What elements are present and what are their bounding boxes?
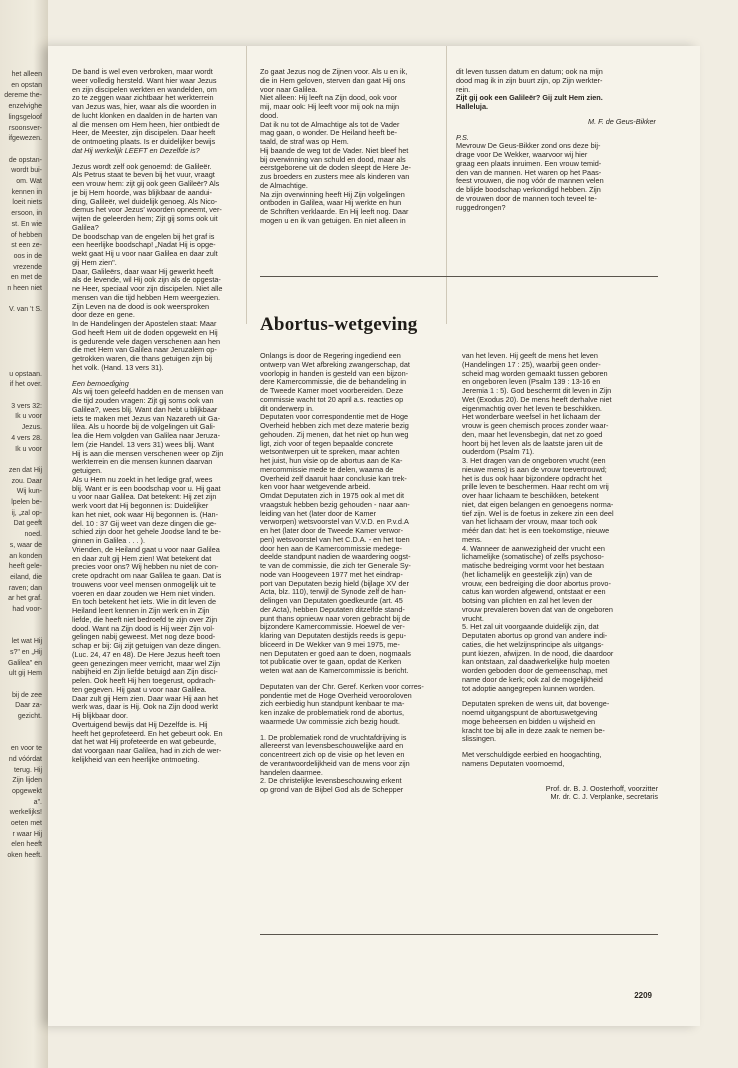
text-line: delingen van Deputaten goedkeurde (art. 45 xyxy=(260,596,403,605)
edge-text-fragment: ar het graf. xyxy=(8,595,42,603)
text-line: voeren en daar zouden we Hem niet vinden. xyxy=(72,588,216,598)
text-line: bij overwinning van schuld en dood, maar als xyxy=(260,154,406,164)
text-line: het is dus ook haar bijzondere opdracht het xyxy=(462,473,602,483)
edge-text-fragment: nd vóórdat xyxy=(8,755,42,763)
text-line: getuigen. xyxy=(72,466,103,475)
text-line: kan het niet, ook waar Hij begonnen is. (Han- xyxy=(72,509,219,519)
edge-text-fragment: eiland, die xyxy=(10,573,42,581)
text-line: de blijde boodschap verkondigd hebben. Zijn xyxy=(456,185,601,194)
edge-text-fragment: zou. Daar xyxy=(11,477,42,485)
text-line: dood mag ik in zijn buurt zijn, op Zijn werkter- xyxy=(456,75,603,85)
text-line: name door de kerk; ook zal de mogelijkheid xyxy=(462,674,603,684)
text-line: blij. Want er is een boodschap voor u. Hij gaat xyxy=(72,483,221,493)
text-line: die in Hem geloven, sterven dan gaat Hij ons xyxy=(260,75,406,85)
edge-text-fragment: Wij kun- xyxy=(16,488,42,496)
text-line: taald, de straf was op Hem. xyxy=(260,137,349,146)
text-line: van het lichaam der vrouw, maar toch ook xyxy=(462,517,598,527)
edge-text-fragment: st. En wie xyxy=(11,220,42,228)
text-line: ken inzake de problematiek rond de abortus, xyxy=(260,708,404,717)
text-line: allereerst van levensbeschouwelijke aard en xyxy=(260,741,404,751)
text-line: weten wat aan de Kamercommissie is bericht. xyxy=(260,666,409,675)
text-line: bliceerd in De Wekker van 9 mei 1975, me- xyxy=(260,639,400,649)
text-line: namens Deputaten voornoemd, xyxy=(462,758,565,768)
text-line: wetsontwerpen uit te spreken, maar achten xyxy=(260,447,400,457)
text-line: (het lichamelijk en geestelijk zijn) van de xyxy=(462,569,593,579)
text-line: over haar lichaam te beschikken, betekent xyxy=(462,491,599,500)
text-line: del. 10 : 37 Gij weet van deze dingen die ge- xyxy=(72,518,217,528)
text-line: ginnen in Galilea . . . ). xyxy=(72,536,146,545)
signature-secretary: Mr. dr. C. J. Verplanke, secretaris xyxy=(550,792,658,802)
text-line: Een bemoediging xyxy=(72,378,129,388)
text-line: punt thans opnieuw naar voren gebracht bij de xyxy=(260,613,411,623)
text-line: zo te zeggen waar zichtbaar het werkterrein xyxy=(72,93,214,103)
text-line: De boodschap van de engelen bij het graf is xyxy=(72,231,215,241)
text-line: crete opdracht om naar Galilea te gaan. Dat is xyxy=(72,571,222,580)
edge-text-fragment: had voor- xyxy=(12,606,42,613)
text-line: nabijheid en Zijn liefde betuigd aan Zijn disci- xyxy=(72,667,218,677)
text-line: wekt gaat Hij u voor naar Galilea en daar zult xyxy=(72,249,218,258)
text-line: En toch betekent het iets. Wie in dit leven de xyxy=(72,597,216,607)
text-line: een vrouw hem: zijt gij ook geen Galileër? Als xyxy=(72,179,220,188)
text-line: matische bedreiging vormt voor het bestaan xyxy=(462,561,604,570)
text-line: niet, dat eigen belangen en genoegens norma- xyxy=(462,499,614,509)
text-line: pondentie met de Hoge Overheid verooroloven xyxy=(260,690,412,700)
edge-text-fragment: ersoon, in xyxy=(11,210,42,218)
top-divider-rule xyxy=(260,276,658,277)
meditation-column-3 xyxy=(456,68,656,368)
article-column-2 xyxy=(462,352,658,912)
edge-text-fragment: bij de zee xyxy=(12,691,42,699)
text-line: concentreert zich op de visie op het leven en xyxy=(260,750,405,759)
text-line: door deze en gene. xyxy=(72,310,135,320)
edge-text-fragment: s, waar de xyxy=(9,541,42,549)
text-line: Deputaten voor correspondentie met de Hoge xyxy=(260,412,409,422)
edge-text-fragment: opgewekt xyxy=(12,787,42,795)
text-line: Vrienden, de Heiland gaat u voor naar Galilea xyxy=(72,544,220,554)
text-line: Zo gaat Jezus nog de Zijnen voor. Als u en ik, xyxy=(260,68,408,76)
page-number: 2209 xyxy=(634,991,652,1000)
text-line: mens. xyxy=(462,534,482,544)
text-line: dit onderwerp in. xyxy=(260,403,314,413)
text-line: weer volledig hersteld. Want hier waar Jezus xyxy=(72,75,217,85)
text-line: punt kiezen, afwijzen. In de nood, die daardoor xyxy=(462,648,614,658)
text-line: werk voort dat Hij begonnen is: Duidelijker xyxy=(72,501,209,510)
edge-text-fragment: Dat geeft xyxy=(13,520,42,528)
text-line: ding, Galileër, wel duidelijk genoeg. Als Nico- xyxy=(72,196,218,206)
text-line: ligt, zich voor of tegen bepaalde concrete xyxy=(260,438,394,448)
text-line: en daar zult gij Hem zien! Wat betekent dat xyxy=(72,553,212,563)
text-line: door hen aan de Kamercommissie medege- xyxy=(260,543,402,553)
text-line: Zijn Leven na de dood is ook weersproken xyxy=(72,301,210,311)
text-line: lichamelijke (somatische) of zelfs psychoso- xyxy=(462,552,604,562)
text-line: zich eerbiedig hun standpunt kenbaar te ma- xyxy=(260,699,405,709)
text-line: mogen u en ik van getuigen. En niet alleen in xyxy=(260,215,406,225)
text-line: leiding van het (later door de Kamer xyxy=(260,508,377,518)
text-line: werkterrein en die mensen kunnen daarvan xyxy=(72,457,213,467)
text-line: Heer, de Meester, zijn discipelen. Daar heeft xyxy=(72,128,216,138)
text-line: die met Hem van Galilea naar Jeruzalem op- xyxy=(72,345,217,355)
text-line: tief zijn. Wel is de foetus in zekere zin een deel xyxy=(462,508,614,518)
text-line: ten gegeven. Hij gaat u voor naar Galilea. xyxy=(72,684,207,694)
edge-text-fragment: lingsgeloof xyxy=(8,113,42,121)
author-signature: M. F. de Geus-Bikker xyxy=(588,116,656,126)
text-line: Heiland leert kennen in Zijn werk en in Zijn xyxy=(72,606,210,615)
text-line: botsing van plichten en zal het leven der xyxy=(462,596,593,605)
text-line: Acta, blz. 110), terwijl de Synode zelf de han- xyxy=(260,587,406,597)
edge-text-fragment: if het over. xyxy=(9,381,42,389)
text-line: ruggedrongen? xyxy=(456,202,506,212)
text-line: klaring van Deputaten destijds reeds is gepu- xyxy=(260,631,407,640)
text-line: kelijkheid van een heerlijke ontmoeting. xyxy=(72,754,200,764)
edge-text-fragment: ifgewezen. xyxy=(8,135,42,143)
text-line: lilea. Als u hoorde bij de volgelingen uit Gali- xyxy=(72,422,216,432)
edge-text-fragment: en voor te xyxy=(10,745,42,753)
text-line: werk was, daar is Hij. Ook na Zijn dood werkt xyxy=(72,702,218,712)
text-line: je bij Hem hoorde, was blijkbaar de aandui- xyxy=(72,187,212,197)
text-line: nieuwe mens) is aan de vrouw toevertrouwd; xyxy=(462,464,607,474)
text-line: dood. Want na Zijn dood is Hij weer Zijn vol- xyxy=(72,623,215,633)
edge-text-fragment: noed. xyxy=(24,531,42,539)
text-line: vraagstuk hebben bezig gehouden - naar aan- xyxy=(260,499,410,509)
text-line: port van Deputaten bezig hield (bijlage XV der xyxy=(260,578,409,588)
text-line: van Jezus was, hier, waar als die woorden in xyxy=(72,102,217,111)
edge-text-fragment: V. van 't S. xyxy=(9,306,42,314)
text-line: pelen. Ook heeft Hij hen toegerust, opdrach- xyxy=(72,676,216,685)
edge-text-fragment: enzelvighe xyxy=(8,103,42,111)
text-line: Overtuigend bewijs dat Hij Dezelfde is. Hij xyxy=(72,719,208,729)
text-line: als de levende, wil Hij ook zijn als de opgesta- xyxy=(72,275,221,285)
text-line: Deputaten abortus op grond van andere indi- xyxy=(462,631,608,640)
text-line: dere Kamercommissie, die de behandeling in xyxy=(260,377,407,387)
text-line: Als u Hem nu zoekt in het ledige graf, wees xyxy=(72,474,213,484)
text-line: Dat ik nu tot de Almachtige als tot de Vader xyxy=(260,119,400,129)
text-line: kracht toe bij alle in deze zaak te nemen be- xyxy=(462,725,605,735)
text-line: het juist, hun visie op de abortus aan de Ka- xyxy=(260,456,403,465)
text-line: tot publicatie over te gaan, opdat de Kerken xyxy=(260,657,402,667)
text-line: iets te maken met Jezus van Nazareth uit Ga- xyxy=(72,413,221,423)
text-line: de Tweede Kamer moet voorbereiden. Deze xyxy=(260,386,404,395)
text-line: Daar, Galileërs, daar waar Hij gewerkt heeft xyxy=(72,266,214,276)
edge-text-fragment: het alleen xyxy=(11,71,42,78)
edge-text-fragment: wordt bui- xyxy=(11,167,42,175)
edge-text-fragment: Jezus. xyxy=(21,424,42,432)
text-line: een heerlijke boodschap! „Nadat Hij is opge- xyxy=(72,240,216,250)
text-line: eerstgeborene uit de doden sleept de Here Je- xyxy=(260,163,411,173)
text-line: slissingen. xyxy=(462,734,497,744)
text-line: vrouw prevaleren boven dat van de ongeboren xyxy=(462,604,613,614)
text-line: den, maar het levensbegin, dat net zo goed xyxy=(462,429,603,439)
text-line: vrouw is geen chemisch proces zonder waar- xyxy=(462,421,609,430)
text-line: precies voor ons? Wij hebben nu niet de con- xyxy=(72,562,219,572)
edge-text-fragment: u opstaan. xyxy=(9,370,42,378)
text-line: 5. Het zal uit voorgaande duidelijk zijn, dat xyxy=(462,622,599,632)
text-line: wijten de geleerden hem; Zijt gij soms ook uit xyxy=(72,214,218,223)
edge-text-fragment: s?" en „Hij xyxy=(9,648,42,656)
text-line: voorlopig in handen is gesteld van een bijzon- xyxy=(260,368,409,378)
text-line: Galilea? xyxy=(72,222,99,232)
text-line: 1. De problematiek rond de vruchtafdrijving is xyxy=(260,732,407,742)
edge-text-fragment: en met de xyxy=(10,274,42,282)
text-line: Jeremia 1 : 5). God beschermt dit leven in Zijn xyxy=(462,386,612,395)
text-line: lea die Hem volgden van Galilea naar Jeruza- xyxy=(72,431,221,440)
text-line: Overheid zelf daaruit haar conclusie kan trek- xyxy=(260,473,407,483)
text-line: tot adoptie aangegrepen kunnen worden. xyxy=(462,683,596,693)
edge-text-fragment: 3 vers 32: xyxy=(11,402,42,410)
text-line: dat Hij werkelijk LEEFT en Dezelfde is? xyxy=(72,145,200,155)
text-line: drage voor De Wekker, waarvoor wij hier xyxy=(456,150,588,159)
edge-text-fragment: Daar za- xyxy=(15,702,42,710)
edge-text-fragment: werkelijks! xyxy=(9,809,42,817)
meditation-column-1 xyxy=(72,68,242,888)
edge-text-fragment: rsoonsver- xyxy=(8,124,42,132)
text-line: vrucht. xyxy=(462,613,484,623)
text-line: Halleluja. xyxy=(456,102,489,111)
text-line: worden geboden door de gemeenschap, met xyxy=(462,666,608,675)
text-line: dat het wat Hij profeteerde en wat gebeurde, xyxy=(72,737,217,747)
edge-text-fragment: oos in de xyxy=(13,252,42,260)
text-line: pen) wetsvoorstel van het C.D.A. - en het toen xyxy=(260,534,410,544)
article-headline: Abortus-wetgeving xyxy=(260,314,418,335)
text-line: Mevrouw De Geus-Bikker zond ons deze bij- xyxy=(456,141,601,151)
signature-chair: Prof. dr. B. J. Oosterhoff, voorzitter xyxy=(545,783,658,793)
text-line: eigenmachtig over het leven te beschikken. xyxy=(462,403,602,413)
text-line: Hij blijkbaar door. xyxy=(72,711,128,720)
column-divider xyxy=(246,46,247,324)
edge-text-fragment: of hebben xyxy=(10,231,42,239)
edge-text-fragment: n heen niet xyxy=(7,285,42,292)
text-line: caties, die het welzijnsprincipe als uitgangs- xyxy=(462,639,604,649)
text-line: De band is wel even verbroken, maar wordt xyxy=(72,68,213,76)
edge-text-fragment: r waar Hij xyxy=(12,830,42,838)
text-line: kan ontstaan, zal daadwerkelijke hulp moeten xyxy=(462,657,610,667)
text-line: Onlangs is door de Regering ingediend een xyxy=(260,352,401,360)
text-line: en het (later door de Tweede Kamer verwor- xyxy=(260,526,404,535)
text-line: het volk. (Hand. 13 vers 31). xyxy=(72,362,164,372)
text-line: Deputaten spreken de wens uit, dat bovenge- xyxy=(462,699,610,709)
text-line: ken voor haar wetgevende arbeid. xyxy=(260,482,371,492)
article-column-1 xyxy=(260,352,456,912)
text-line: Na zijn overwinning heeft Hij Zijn volgelingen xyxy=(260,189,405,199)
text-line: In de Handelingen der Apostelen staat: Maar xyxy=(72,319,217,328)
text-line: 2. De christelijke levensbeschouwing erkent xyxy=(260,776,402,786)
text-line: en ongeboren leven (Psalm 139 : 13-16 en xyxy=(462,377,601,387)
text-line: bijzondere Kamercommissie. Hoewel de ver- xyxy=(260,622,405,632)
text-line: (Luc. 24, 47 en 48). De Here Jezus heeft toen xyxy=(72,649,221,659)
text-line: de Almachtige. xyxy=(260,180,308,190)
text-line: de Schriften verklaarde. En Hij leeft nog. Daar xyxy=(260,207,409,216)
text-line: lem (zie Handel. 13 vers 31) wees blij. Want xyxy=(72,439,215,449)
text-line: Omdat Deputaten zich in 1975 ook al met dit xyxy=(260,491,404,500)
edge-text-fragment: de opstan- xyxy=(8,156,42,164)
text-line: Als wij toen geleefd hadden en de mensen van xyxy=(72,387,224,397)
text-line: ontboden in Galilea, waar Hij werkte en hun xyxy=(260,198,402,208)
previous-page-edge xyxy=(0,0,48,1068)
edge-text-fragment: zen dat Hij xyxy=(8,466,42,474)
edge-text-fragment: let wat Hij xyxy=(11,638,42,646)
text-line: is gedurende vele dagen verschenen aan hen xyxy=(72,336,221,346)
edge-text-fragment: oken heeft. xyxy=(7,852,42,860)
text-line: de verantwoordelijkheid van de mens voor zijn xyxy=(260,758,410,768)
text-line: nen Deputaten er goed aan te doen, nogmaals xyxy=(260,648,411,658)
edge-text-fragment: elen heeft xyxy=(11,841,42,849)
text-line: de ontmoeting plaats. Is er duidelijker bewijs xyxy=(72,137,216,146)
text-line: dood. xyxy=(260,110,279,120)
edge-text-fragment: lpelen be- xyxy=(11,499,42,506)
text-line: moge beheersen en bidden u wijsheid en xyxy=(462,716,596,726)
text-line: gelingen nabij geweest. Met nog deze bood- xyxy=(72,632,216,642)
text-line: schied zijn door het gehele Joodse land te be- xyxy=(72,527,221,537)
edge-text-fragment: Ik u voor xyxy=(15,413,42,421)
edge-text-fragment: oeten met xyxy=(10,820,42,827)
text-line: gehouden. Zij menen, dat het niet op hun weg xyxy=(260,429,409,439)
text-line: al die mensen om Hem heen, hier ontbiedt de xyxy=(72,119,220,129)
edge-text-fragment: en opstan xyxy=(11,81,42,89)
text-line: Jezus wordt zelf ook genoemd: de Galileër. xyxy=(72,161,212,171)
text-line: feest vrouwen, die nog vóór de mannen velen xyxy=(456,176,604,186)
ps-title: P.S. xyxy=(456,132,469,142)
text-line: ouderdom (Psalm 71). xyxy=(462,447,535,457)
edge-text-fragment: Ik u voor xyxy=(15,445,42,453)
text-line: Galilea?, wees blij. Want dan hebt u blijkbaar xyxy=(72,404,218,414)
text-line: der Acta), hebben Deputaten ditzelfde stand- xyxy=(260,604,405,614)
text-line: mij, maar ook: Hij leeft voor mij ook na mijn xyxy=(260,102,400,111)
text-line: Daar zult gij Hem zien. Daar waar Hij aan het xyxy=(72,693,218,703)
edge-text-fragment: an konden xyxy=(9,552,42,560)
text-line: 3. Het dragen van de ongeboren vrucht (een xyxy=(462,456,606,465)
edge-text-fragment: terug. Hij xyxy=(13,766,42,774)
edge-text-fragment: gezicht. xyxy=(17,713,42,720)
text-line: getrokken waren, die thans getuigen zijn bij xyxy=(72,354,212,363)
text-line: vrouw, een bedreiging die door abortus provo- xyxy=(462,578,611,588)
text-line: Het wonderbare weefsel in het lichaam der xyxy=(462,412,601,422)
text-line: trouwens voor veel mensen onmogelijk uit te xyxy=(72,579,216,589)
text-line: heeft het geprofeteerd. En het gebeurt ook. En xyxy=(72,728,223,738)
edge-text-fragment: raven; dan xyxy=(8,584,42,592)
edge-text-fragment: dereme the- xyxy=(4,92,42,100)
edge-text-fragment: ij, „zal op- xyxy=(11,509,42,517)
text-line: Wet (Exodus 20). De mens heeft derhalve niet xyxy=(462,394,612,404)
text-line: Niet alleen: Hij leeft na Zijn dood, ook voor xyxy=(260,93,398,103)
text-line: God heeft Hem uit de doden opgewekt en Hij xyxy=(72,327,218,337)
text-line: Zijt gij ook een Galileër? Gij zult Hem zien. xyxy=(456,93,603,103)
edge-text-fragment: 4 vers 28. xyxy=(11,434,42,442)
text-line: de lucht klonken en daalden in de harten van xyxy=(72,110,218,120)
text-line: ontwerp van Wet afbreking zwangerschap, dat xyxy=(260,359,410,369)
text-line: en zijn discipelen werkten en wandelden, om xyxy=(72,84,217,94)
edge-text-fragment: om. Wat xyxy=(16,178,42,185)
edge-text-fragment: a". xyxy=(33,798,42,806)
text-line: ne Heer, speciaal voor zijn discipelen. Niet alle xyxy=(72,284,223,293)
text-line: waarmede Uw commissie zich bezig houdt. xyxy=(260,716,400,726)
text-line: verworpen) wetsvoorstel van V.V.D. en P.v.d.A xyxy=(260,517,409,527)
edge-text-fragment: st een ze- xyxy=(11,242,42,250)
text-line: van het leven. Hij geeft de mens het leven xyxy=(462,352,598,360)
text-line: Als Petrus staat te beven bij het vuur, vraagt xyxy=(72,170,215,180)
edge-text-fragment: loeit niets xyxy=(12,199,42,207)
text-line: Met verschuldigde eerbied en hoogachting, xyxy=(462,750,602,759)
text-line: 4. Wanneer de aanwezigheid der vrucht een xyxy=(462,543,605,553)
text-line: deelde standpunt nadien de waardering oogst- xyxy=(260,552,411,562)
text-line: (Handelingen 17 : 25), waarbij geen onder- xyxy=(462,359,601,369)
text-line: demus het voor Jezus' woorden opneemt, ver- xyxy=(72,205,222,215)
edge-text-fragment: vrezende xyxy=(13,263,42,271)
text-line: liefde, die heeft niet bedroefd te zijn over Zijn xyxy=(72,614,218,624)
text-line: mensen van die tijd hebben Hem weergezien. xyxy=(72,292,221,302)
text-line: den van de mannen. Het waren op het Paas- xyxy=(456,167,602,177)
text-line: voor naar Galilea. xyxy=(260,84,318,94)
text-line: prille leven te beschermen. Haar recht om vrij xyxy=(462,482,609,492)
text-line: Overheid hebben zich met deze materie bezig xyxy=(260,421,409,430)
text-line: de vrouwen door de mannen toch teveel te- xyxy=(456,193,597,203)
text-line: noemd uitgangspunt de abortuswetgeving xyxy=(462,708,598,717)
text-line: méér dan dat: het is een toekomstige, nieuwe xyxy=(462,526,610,535)
edge-text-fragment: heeft gele- xyxy=(8,563,42,571)
meditation-column-2 xyxy=(260,68,442,238)
text-line: commissie wacht tot 20 april a.s. reacties op xyxy=(260,394,404,404)
text-line: rein. xyxy=(456,84,471,94)
text-line: Deputaten van der Chr. Geref. Kerken voor corres- xyxy=(260,681,424,691)
text-line: handelen daarmee. xyxy=(260,767,323,777)
text-line: graag een plaats inruimen. Een vrouw temid- xyxy=(456,158,602,168)
magazine-page xyxy=(48,46,700,1026)
text-line: gij Hem zien". xyxy=(72,257,117,267)
text-line: mercommissie mede te delen, waarna de xyxy=(260,464,394,474)
text-line: te van de commissie, die zich ter Generale Sy- xyxy=(260,561,411,570)
text-line: dat voorgaan naar Galilea, had in zich de wer- xyxy=(72,746,222,755)
text-line: node van Hoogeveen 1977 met het eindrap- xyxy=(260,569,403,579)
text-line: u voor naar Galilea. Dat betekent: Hij zet zijn xyxy=(72,492,217,502)
text-line: Hij baande de weg tot de Vader. Niet bleef het xyxy=(260,145,409,155)
text-line: schap er bij: Gij zijt getuigen van deze dingen. xyxy=(72,641,221,650)
text-line: hoort bij het leven als de laatste jaren uit de xyxy=(462,438,603,448)
column-divider xyxy=(446,46,447,324)
text-line: scheid mag worden gemaakt tussen geboren xyxy=(462,368,608,378)
edge-text-fragment: Zijn lijden xyxy=(12,777,42,785)
bottom-divider-rule xyxy=(260,934,658,935)
edge-text-fragment: ult gij Hem xyxy=(8,670,42,678)
text-line: dit leven tussen datum en datum; ook na mijn xyxy=(456,68,603,76)
text-line: catus kan worden afgewend, ontstaat er een xyxy=(462,587,606,597)
text-line: op grond van de Bijbel God als de Schepper xyxy=(260,785,404,794)
text-line: geen genezingen meer verricht, maar wel Zijn xyxy=(72,658,221,668)
edge-text-fragment: kennen in xyxy=(11,188,42,196)
text-line: Hij is aan die mensen verschenen weer op Zijn xyxy=(72,448,224,458)
edge-text-fragment: Galilea" en xyxy=(7,659,42,667)
text-line: mag gaan, o wonder. De Heiland heeft be- xyxy=(260,128,398,138)
text-line: die tijd zouden vragen: Zijt gij soms ook van xyxy=(72,396,214,405)
text-line: zus broeders en zusters mee als kinderen van xyxy=(260,172,410,181)
